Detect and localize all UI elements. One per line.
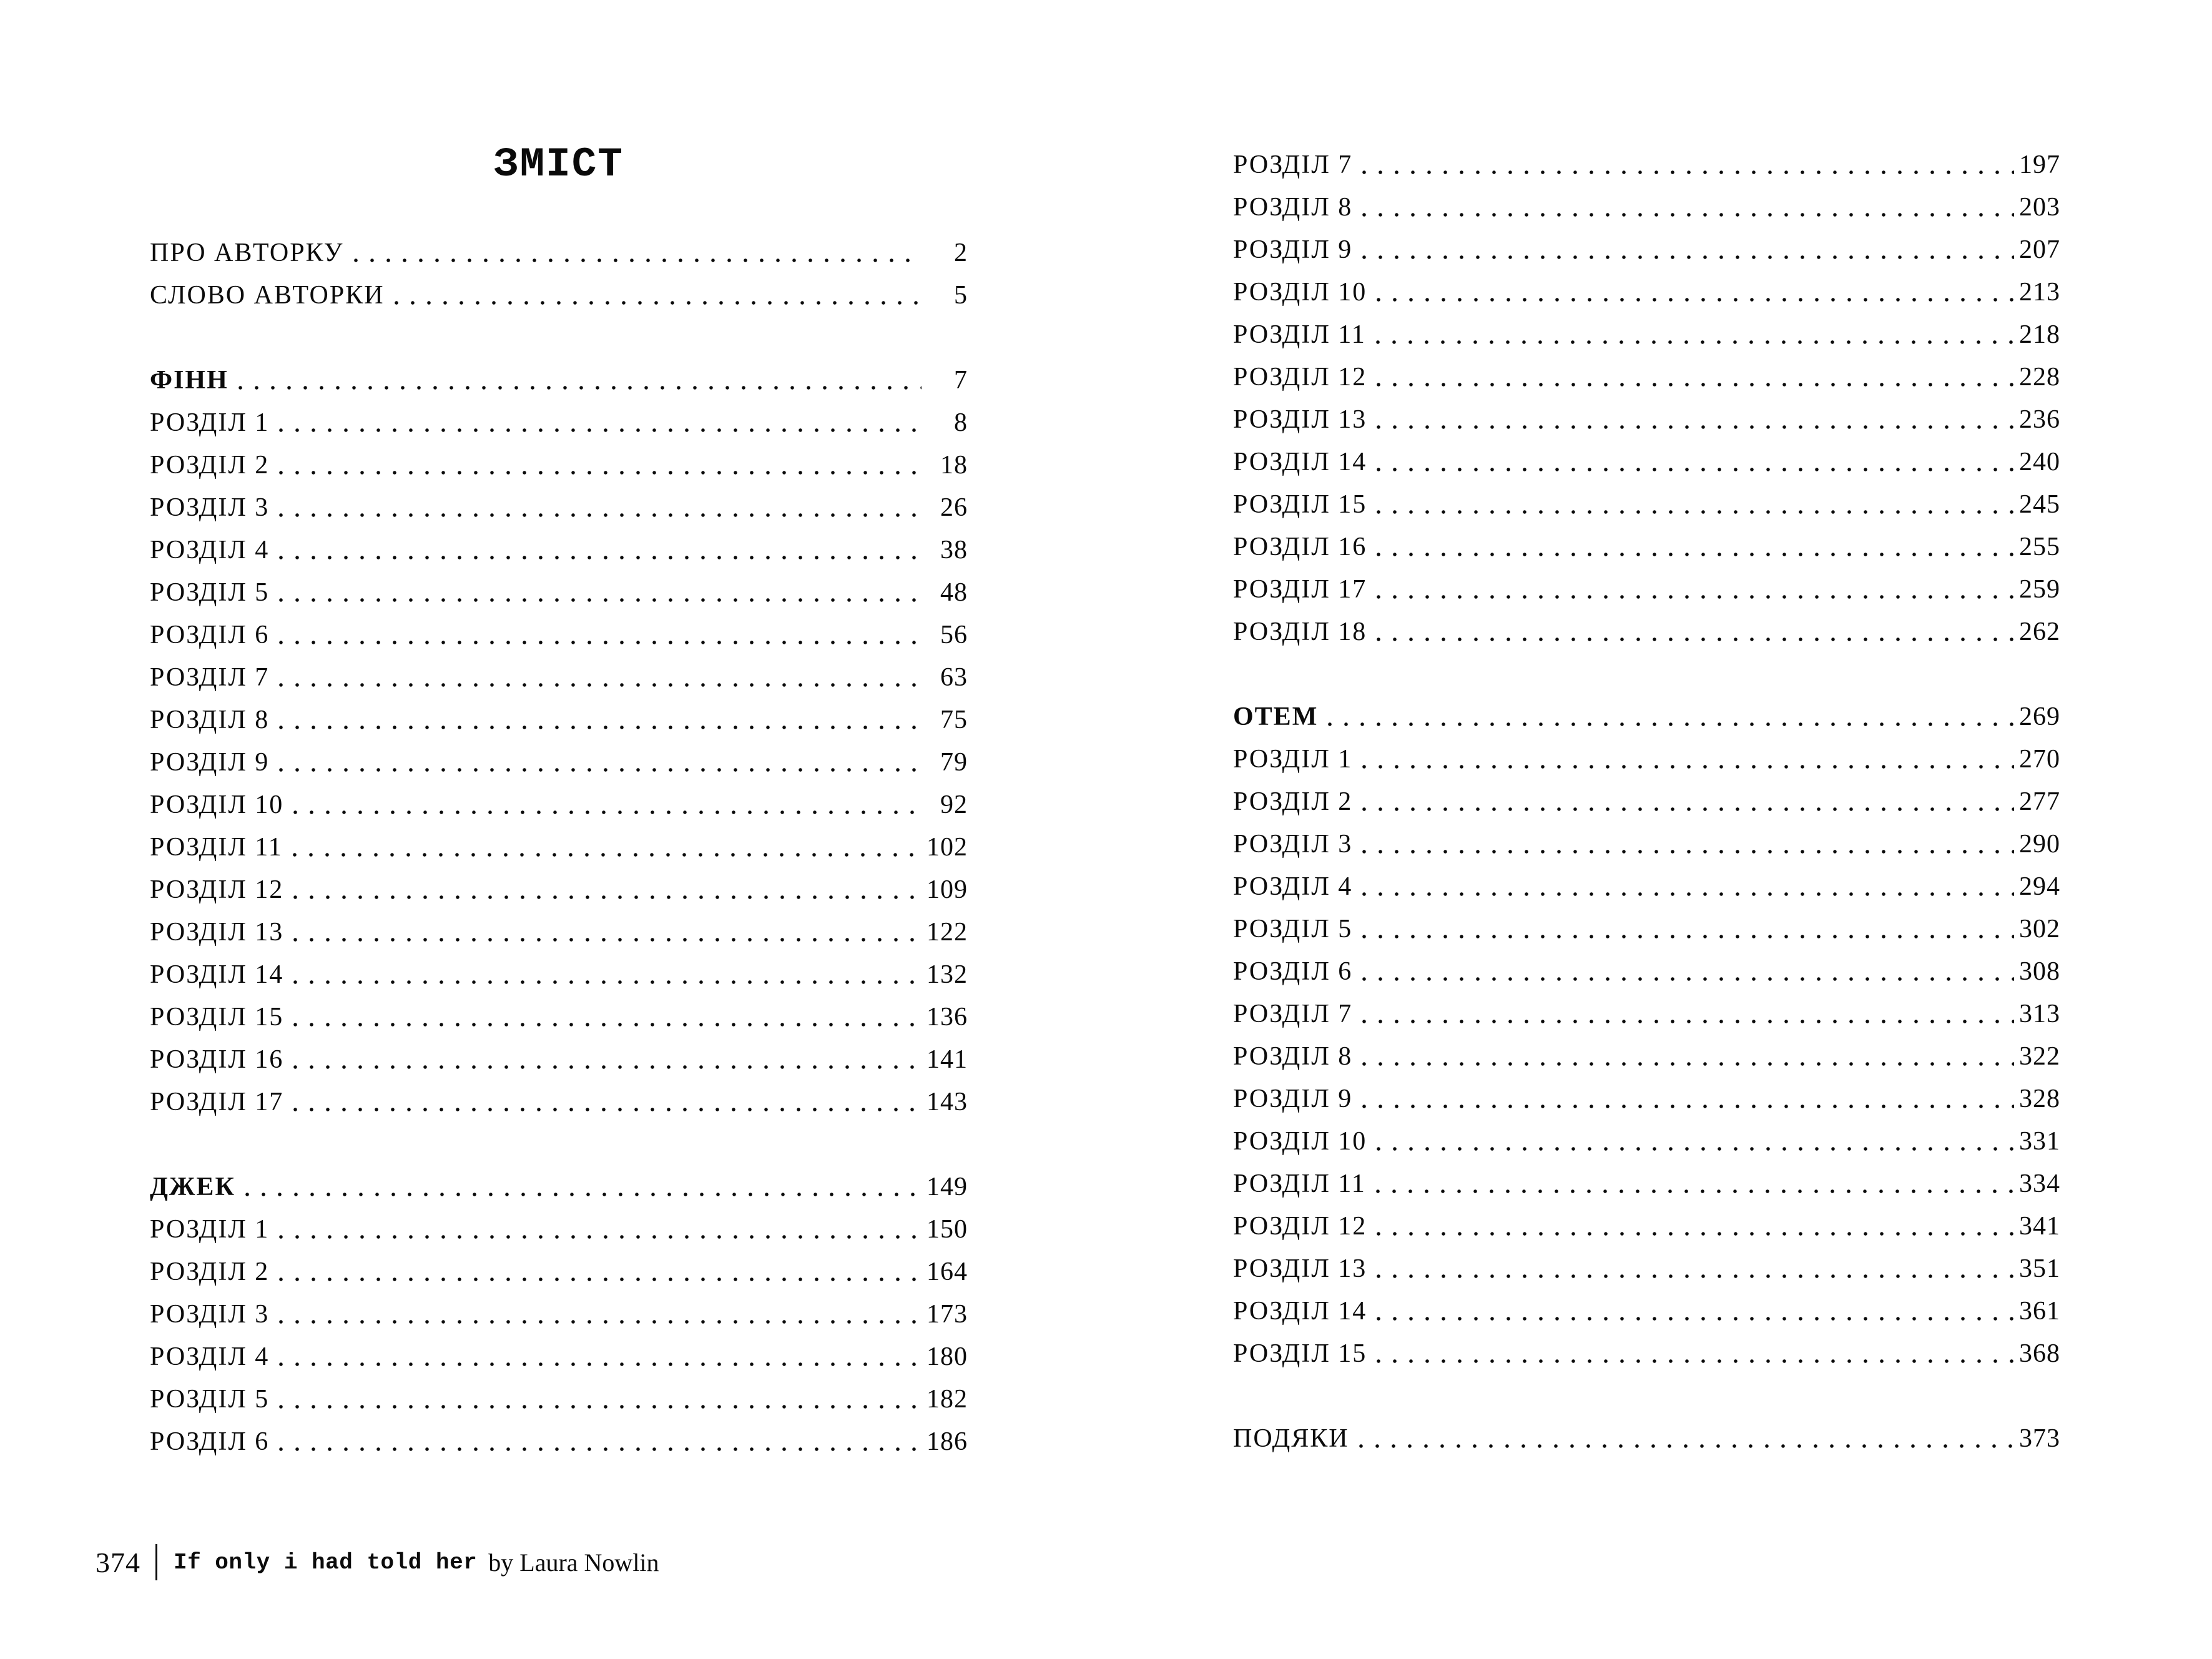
toc-entry-page: 245 xyxy=(2019,490,2060,519)
toc-entry xyxy=(1233,356,2060,398)
toc-entry-label: РОЗДІЛ 2 xyxy=(1233,787,1353,816)
toc-entry-page: 322 xyxy=(2019,1042,2060,1071)
toc-entry xyxy=(150,741,968,784)
dot-leader xyxy=(279,1405,922,1409)
toc-entry xyxy=(1233,271,2060,313)
toc-entry-label: РОЗДІЛ 14 xyxy=(1233,1297,1367,1326)
toc-entry-label: РОЗДІЛ 12 xyxy=(1233,363,1367,391)
dot-leader xyxy=(279,471,922,475)
toc-entry-label: ОТЕМ xyxy=(1233,702,1319,731)
toc-entry-page: 26 xyxy=(940,493,968,522)
toc-entry-label: РОЗДІЛ 17 xyxy=(1233,575,1367,604)
toc-entry-label: РОЗДІЛ 7 xyxy=(1233,150,1353,179)
toc-entry-label: ПОДЯКИ xyxy=(1233,1424,1349,1453)
toc-entry xyxy=(1233,1205,2060,1248)
toc-entry-label: РОЗДІЛ 6 xyxy=(150,1427,270,1456)
toc-entry-label: РОЗДІЛ 17 xyxy=(150,1088,284,1116)
dot-leader xyxy=(1362,935,2014,938)
toc-entry xyxy=(1233,1078,2060,1120)
footer-byline: by Laura Nowlin xyxy=(488,1548,659,1577)
toc-entry xyxy=(150,529,968,571)
toc-entry-page: 277 xyxy=(2019,787,2060,816)
toc-entry xyxy=(150,1038,968,1081)
toc-entry-page: 203 xyxy=(2019,193,2060,222)
toc-entry-page: 109 xyxy=(927,875,968,904)
toc-entry xyxy=(1233,993,2060,1035)
toc-entry-label: ФІНН xyxy=(150,366,229,395)
dot-leader xyxy=(1362,1105,2014,1108)
toc-list-right xyxy=(1233,144,2060,1460)
toc-entry-label: РОЗДІЛ 2 xyxy=(150,1258,270,1286)
dot-leader xyxy=(1377,1359,2014,1363)
dot-leader xyxy=(293,1065,922,1069)
toc-entry xyxy=(150,911,968,953)
toc-entry-label: РОЗДІЛ 16 xyxy=(1233,533,1367,561)
toc-entry-page: 341 xyxy=(2019,1212,2060,1241)
dot-leader xyxy=(279,1320,922,1324)
toc-entry-label: РОЗДІЛ 13 xyxy=(150,918,284,947)
dot-leader xyxy=(279,598,922,602)
dot-leader xyxy=(354,258,922,262)
toc-entry-label: РОЗДІЛ 5 xyxy=(1233,915,1353,943)
toc-entry xyxy=(150,274,968,317)
toc-entry xyxy=(150,571,968,614)
toc-entry-label: РОЗДІЛ 11 xyxy=(1233,320,1366,349)
toc-entry xyxy=(1233,611,2060,653)
toc-entry xyxy=(150,1081,968,1123)
toc-entry-page: 373 xyxy=(2019,1424,2060,1453)
dot-leader xyxy=(1377,1232,2014,1236)
toc-entry xyxy=(1233,483,2060,526)
toc-entry-page: 143 xyxy=(927,1088,968,1116)
dot-leader xyxy=(279,1447,922,1451)
toc-entry xyxy=(150,1378,968,1420)
toc-entry-page: 92 xyxy=(940,790,968,819)
toc-entry-page: 56 xyxy=(940,621,968,649)
toc-entry-label: РОЗДІЛ 16 xyxy=(150,1045,284,1074)
toc-entry-page: 213 xyxy=(2019,278,2060,307)
toc-entry-page: 132 xyxy=(927,960,968,989)
dot-leader xyxy=(245,1193,922,1196)
toc-entry-page: 182 xyxy=(927,1385,968,1414)
toc-entry xyxy=(150,784,968,826)
toc-entry xyxy=(150,401,968,444)
toc-entry-label: РОЗДІЛ 7 xyxy=(1233,1000,1353,1028)
toc-entry-label: РОЗДІЛ 10 xyxy=(150,790,284,819)
toc-entry-page: 328 xyxy=(2019,1085,2060,1113)
toc-entry xyxy=(1233,144,2060,186)
toc-entry-page: 38 xyxy=(940,536,968,564)
toc-entry-label: РОЗДІЛ 3 xyxy=(1233,830,1353,859)
toc-entry-page: 136 xyxy=(927,1003,968,1031)
toc-entry-label: РОЗДІЛ 1 xyxy=(1233,745,1353,774)
toc-entry-label: РОЗДІЛ 11 xyxy=(150,833,283,862)
toc-entry-page: 48 xyxy=(940,578,968,607)
dot-leader xyxy=(1362,213,2014,217)
toc-entry-label: РОЗДІЛ 9 xyxy=(1233,235,1353,264)
toc-entry-label: РОЗДІЛ 8 xyxy=(150,706,270,734)
dot-leader xyxy=(293,938,922,942)
toc-entry-label: РОЗДІЛ 18 xyxy=(1233,618,1367,646)
dot-leader xyxy=(279,428,922,432)
toc-entry-label: РОЗДІЛ 13 xyxy=(1233,405,1367,434)
toc-entry-page: 102 xyxy=(927,833,968,862)
toc-entry-page: 2 xyxy=(954,239,968,267)
toc-entry-label: РОЗДІЛ 4 xyxy=(150,1342,270,1371)
dot-leader xyxy=(279,1362,922,1366)
toc-entry-page: 8 xyxy=(954,408,968,437)
dot-leader xyxy=(1377,425,2014,429)
footer-divider xyxy=(155,1544,157,1580)
dot-leader xyxy=(1362,1020,2014,1023)
toc-entry xyxy=(150,1336,968,1378)
dot-leader xyxy=(279,556,922,559)
dot-leader xyxy=(1377,553,2014,556)
dot-leader xyxy=(293,810,922,814)
dot-leader xyxy=(1376,340,2014,344)
toc-entry-page: 255 xyxy=(2019,533,2060,561)
toc-entry-label: РОЗДІЛ 6 xyxy=(150,621,270,649)
running-footer xyxy=(96,1537,659,1587)
toc-entry-page: 141 xyxy=(927,1045,968,1074)
toc-entry-page: 5 xyxy=(954,281,968,310)
dot-leader xyxy=(1377,638,2014,641)
dot-leader xyxy=(1376,1189,2014,1193)
dot-leader xyxy=(279,768,922,772)
toc-entry-page: 269 xyxy=(2019,702,2060,731)
dot-leader xyxy=(395,301,922,305)
toc-entry xyxy=(1233,823,2060,865)
toc-entry xyxy=(1233,526,2060,568)
toc-entry xyxy=(150,996,968,1038)
toc-entry-page: 173 xyxy=(927,1300,968,1329)
toc-entry-label: РОЗДІЛ 7 xyxy=(150,663,270,692)
toc-entry xyxy=(1233,865,2060,908)
toc-entry-page: 150 xyxy=(927,1215,968,1244)
toc-entry xyxy=(1233,313,2060,356)
toc-entry xyxy=(1233,1290,2060,1332)
toc-entry xyxy=(1233,1035,2060,1078)
toc-entry xyxy=(1233,950,2060,993)
toc-entry-label: РОЗДІЛ 1 xyxy=(150,1215,270,1244)
toc-entry-label: РОЗДІЛ 5 xyxy=(150,1385,270,1414)
toc-entry-page: 164 xyxy=(927,1258,968,1286)
footer-page-number: 374 xyxy=(96,1546,140,1578)
toc-entry xyxy=(150,699,968,741)
footer-book-title: If only i had told her xyxy=(174,1549,478,1575)
toc-entry xyxy=(1233,568,2060,611)
toc-entry-page: 313 xyxy=(2019,1000,2060,1028)
toc-entry xyxy=(1233,696,2060,738)
toc-entry-page: 259 xyxy=(2019,575,2060,604)
toc-entry xyxy=(150,232,968,274)
toc-entry xyxy=(1233,908,2060,950)
toc-entry xyxy=(150,1166,968,1208)
dot-leader xyxy=(293,853,922,857)
toc-entry-page: 75 xyxy=(940,706,968,734)
toc-entry-page: 308 xyxy=(2019,957,2060,986)
toc-entry-label: РОЗДІЛ 14 xyxy=(150,960,284,989)
dot-leader xyxy=(1362,765,2014,769)
dot-leader xyxy=(1377,1147,2014,1151)
toc-entry-label: РОЗДІЛ 3 xyxy=(150,493,270,522)
dot-leader xyxy=(279,1277,922,1281)
dot-leader xyxy=(1362,977,2014,981)
toc-entry xyxy=(150,953,968,996)
toc-entry xyxy=(150,359,968,401)
dot-leader xyxy=(279,513,922,517)
toc-list-left xyxy=(150,232,968,1463)
toc-entry-label: СЛОВО АВТОРКИ xyxy=(150,281,385,310)
dot-leader xyxy=(1362,850,2014,854)
toc-entry-label: РОЗДІЛ 9 xyxy=(150,748,270,777)
toc-entry-label: ДЖЕК xyxy=(150,1173,235,1201)
toc-entry-label: РОЗДІЛ 1 xyxy=(150,408,270,437)
dot-leader xyxy=(1362,1062,2014,1066)
toc-entry-page: 351 xyxy=(2019,1254,2060,1283)
toc-entry-label: РОЗДІЛ 11 xyxy=(1233,1169,1366,1198)
toc-entry-label: РОЗДІЛ 8 xyxy=(1233,193,1353,222)
toc-entry xyxy=(1233,780,2060,823)
toc-entry xyxy=(1233,1248,2060,1290)
toc-entry-page: 149 xyxy=(927,1173,968,1201)
toc-entry-label: ПРО АВТОРКУ xyxy=(150,239,344,267)
toc-entry-label: РОЗДІЛ 15 xyxy=(150,1003,284,1031)
dot-leader xyxy=(1377,468,2014,471)
toc-entry xyxy=(150,1420,968,1463)
dot-leader xyxy=(1328,722,2014,726)
toc-entry-label: РОЗДІЛ 10 xyxy=(1233,1127,1367,1156)
toc-entry xyxy=(1233,1163,2060,1205)
toc-entry-page: 18 xyxy=(940,451,968,480)
dot-leader xyxy=(1377,298,2014,302)
toc-entry-page: 207 xyxy=(2019,235,2060,264)
dot-leader xyxy=(1362,807,2014,811)
dot-leader xyxy=(1359,1444,2014,1448)
toc-entry xyxy=(150,1208,968,1251)
toc-entry xyxy=(150,826,968,869)
toc-entry-label: РОЗДІЛ 14 xyxy=(1233,448,1367,476)
toc-entry xyxy=(150,614,968,656)
dot-leader xyxy=(1377,383,2014,386)
toc-entry-label: РОЗДІЛ 12 xyxy=(1233,1212,1367,1241)
toc-entry-page: 361 xyxy=(2019,1297,2060,1326)
toc-entry xyxy=(150,486,968,529)
toc-entry xyxy=(150,444,968,486)
dot-leader xyxy=(1362,892,2014,896)
dot-leader xyxy=(279,726,922,729)
toc-entry-page: 334 xyxy=(2019,1169,2060,1198)
toc-entry-page: 290 xyxy=(2019,830,2060,859)
toc-entry xyxy=(1233,738,2060,780)
toc-entry-label: РОЗДІЛ 5 xyxy=(150,578,270,607)
toc-entry-label: РОЗДІЛ 13 xyxy=(1233,1254,1367,1283)
toc-entry-page: 331 xyxy=(2019,1127,2060,1156)
dot-leader xyxy=(1362,255,2014,259)
dot-leader xyxy=(279,641,922,644)
dot-leader xyxy=(1377,595,2014,599)
toc-entry-page: 79 xyxy=(940,748,968,777)
toc-entry-page: 240 xyxy=(2019,448,2060,476)
toc-entry-label: РОЗДІЛ 2 xyxy=(150,451,270,480)
toc-entry xyxy=(1233,1120,2060,1163)
toc-entry xyxy=(150,1251,968,1293)
toc-entry xyxy=(150,656,968,699)
toc-entry-page: 218 xyxy=(2019,320,2060,349)
toc-entry-label: РОЗДІЛ 10 xyxy=(1233,278,1367,307)
toc-entry-page: 186 xyxy=(927,1427,968,1456)
dot-leader xyxy=(293,895,922,899)
toc-entry-page: 270 xyxy=(2019,745,2060,774)
toc-entry-label: РОЗДІЛ 15 xyxy=(1233,490,1367,519)
toc-entry-page: 236 xyxy=(2019,405,2060,434)
toc-entry-label: РОЗДІЛ 9 xyxy=(1233,1085,1353,1113)
toc-entry xyxy=(1233,186,2060,229)
toc-entry-page: 122 xyxy=(927,918,968,947)
toc-entry-label: РОЗДІЛ 12 xyxy=(150,875,284,904)
dot-leader xyxy=(279,683,922,687)
toc-entry-label: РОЗДІЛ 4 xyxy=(150,536,270,564)
toc-entry xyxy=(1233,441,2060,483)
toc-entry xyxy=(1233,1332,2060,1375)
toc-entry-page: 197 xyxy=(2019,150,2060,179)
toc-entry-page: 302 xyxy=(2019,915,2060,943)
dot-leader xyxy=(293,1023,922,1026)
dot-leader xyxy=(1377,1317,2014,1321)
dot-leader xyxy=(293,980,922,984)
dot-leader xyxy=(279,1235,922,1239)
toc-entry-page: 368 xyxy=(2019,1339,2060,1368)
dot-leader xyxy=(1377,510,2014,514)
dot-leader xyxy=(293,1108,922,1111)
toc-entry-label: РОЗДІЛ 8 xyxy=(1233,1042,1353,1071)
toc-entry xyxy=(1233,398,2060,441)
toc-entry-label: РОЗДІЛ 4 xyxy=(1233,872,1353,901)
dot-leader xyxy=(1362,170,2014,174)
toc-entry xyxy=(150,869,968,911)
toc-entry-page: 7 xyxy=(954,366,968,395)
toc-title: ЗМІСТ xyxy=(493,141,624,188)
toc-entry-label: РОЗДІЛ 15 xyxy=(1233,1339,1367,1368)
dot-leader xyxy=(1377,1274,2014,1278)
toc-entry-label: РОЗДІЛ 6 xyxy=(1233,957,1353,986)
toc-entry-page: 180 xyxy=(927,1342,968,1371)
toc-entry xyxy=(1233,229,2060,271)
toc-entry-label: РОЗДІЛ 3 xyxy=(150,1300,270,1329)
toc-entry-page: 63 xyxy=(940,663,968,692)
dot-leader xyxy=(238,386,922,390)
toc-entry-page: 228 xyxy=(2019,363,2060,391)
toc-entry-page: 262 xyxy=(2019,618,2060,646)
toc-entry-page: 294 xyxy=(2019,872,2060,901)
toc-entry xyxy=(1233,1417,2060,1460)
toc-entry xyxy=(150,1293,968,1336)
